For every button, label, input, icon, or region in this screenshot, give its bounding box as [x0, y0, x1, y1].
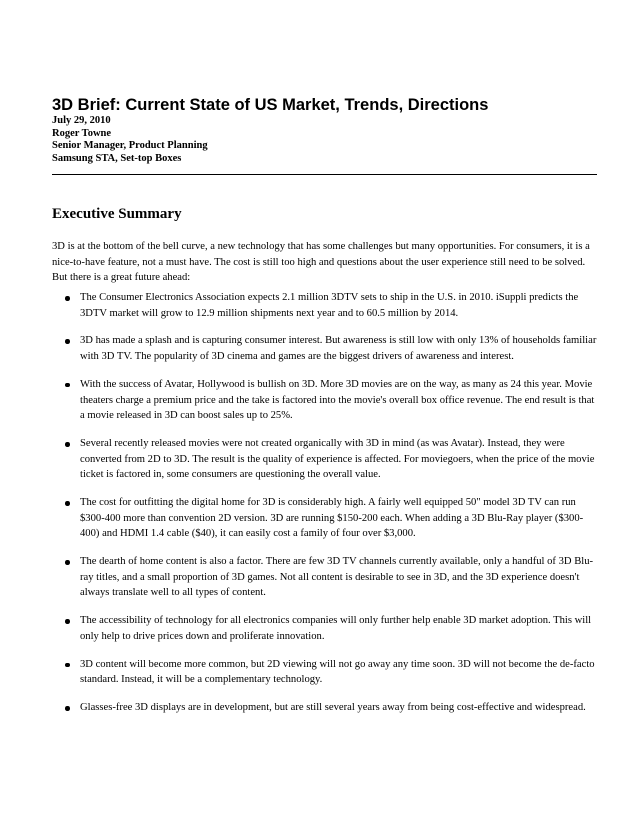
- author-role: Senior Manager, Product Planning: [52, 140, 208, 152]
- list-item-text: The dearth of home content is also a factor. There are few 3D TV channels currently available, only a handful of 3D Blu-ray titles, and a small proportion of 3D games. Not all content is desirable to see in 3D, and the 3D experience doesn't always translate well to all types of content.: [80, 556, 594, 599]
- list-item-text: The Consumer Electronics Association expects 2.1 million 3DTV sets to ship in the U.S. in 2010. iSuppli predicts the 3DTV market will grow to 12.9 million shipments next year and to 60.5 million by 2014.: [80, 292, 579, 319]
- bullet-list: [52, 290, 597, 728]
- list-item-text: With the success of Avatar, Hollywood is bullish on 3D. More 3D movies are on the way, as many as 24 this year. Movie theaters charge a premium price and the take is factored into the movie's overall box office revenue. The end result is that a movie released in 3D can boost sales up to 25%.: [80, 378, 595, 422]
- document-meta: [52, 115, 597, 165]
- list-item: [52, 377, 597, 424]
- list-item: [52, 554, 597, 601]
- author-name: Roger Towne: [52, 127, 112, 139]
- bullet-icon: [65, 619, 70, 624]
- list-item-text: 3D content will become more common, but 2D viewing will not go away any time soon. 3D will not become the de-facto standard. Instead, it will be a complementary technology.: [80, 658, 595, 686]
- document-date: July 29, 2010: [52, 115, 111, 126]
- document-page: [52, 95, 597, 714]
- author-organization: Samsung STA, Set-top Boxes: [52, 152, 182, 164]
- bullet-icon: [65, 706, 70, 711]
- bullet-icon: [65, 560, 70, 565]
- list-item: [52, 436, 597, 483]
- list-item: [52, 657, 597, 688]
- list-item-text: The cost for outfitting the digital home for 3D is considerably high. A fairly well equipped 50" model 3D TV can run $300-400 more than convention 2D version. 3D are running $150-200 each. When adding a 3D Blu-Ray player ($300-400) and HDMI 1.4 cable ($40), it can easily cost a family of four over $3,000.: [80, 497, 584, 540]
- header-divider: [52, 174, 597, 175]
- bullet-icon: [65, 383, 70, 388]
- list-item: [52, 333, 597, 364]
- list-item-text: 3D has made a splash and is capturing consumer interest. But awareness is still low with only 13% of households familiar with 3D TV. The popularity of 3D cinema and games are the biggest drivers of awareness and interest.: [80, 335, 597, 363]
- bullet-icon: [65, 442, 70, 447]
- bullet-icon: [65, 501, 70, 506]
- list-item: [52, 495, 597, 542]
- list-item-text: Glasses-free 3D displays are in development, but are still several years away from being cost-effective and widespread.: [80, 702, 586, 714]
- bullet-icon: [65, 663, 70, 668]
- list-item: [52, 700, 597, 716]
- intro-paragraph: 3D is at the bottom of the bell curve, a new technology that has some challenges but many opportunities. For consumers, it is a nice-to-have feature, not a must have. The cost is still too high and questions about the user experience still need to be solved. But there is a great future ahead:: [52, 241, 590, 284]
- bullet-icon: [65, 339, 70, 344]
- bullet-icon: [65, 296, 70, 301]
- document-title: 3D Brief: Current State of US Market, Trends, Directions: [52, 96, 489, 114]
- list-item-text: Several recently released movies were not created organically with 3D in mind (as was Avatar). Instead, they were converted from 2D to 3D. The result is the quality of experience is affected. For moviegoers, when the price of the movie ticket is factored in, some consumers are questioning the overall value.: [80, 438, 595, 481]
- list-item: [52, 613, 597, 644]
- section-heading: Executive Summary: [52, 206, 182, 222]
- list-item: [52, 290, 597, 321]
- list-item-text: The accessibility of technology for all electronics companies will only further help enable 3D market adoption. This will only help to drive prices down and proliferate innovation.: [80, 615, 592, 642]
